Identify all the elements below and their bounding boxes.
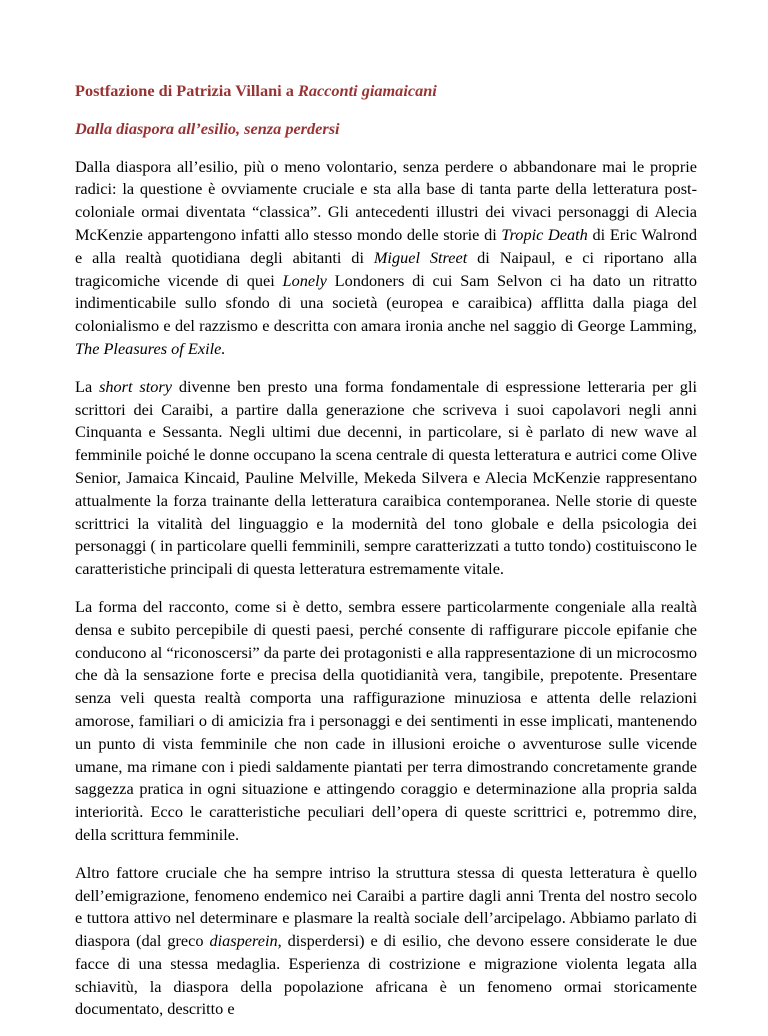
paragraph-text: , disperdersi) e di esilio, che devono essere considerate le due facce di una stessa medaglia. Esperienza di costrizione e migrazione violenta legata alla schiavitù, la diaspora della popolazione africana è un fenomeno ormai storicamente documentato, descritto e [75,931,697,1019]
paragraph-text: Dalla diaspora all’esilio, più o meno volontario, senza perdere o abbandonare mai le proprie radici: la questione è ovviamente cruciale e sta alla base di tanta parte della letteratura post-coloniale ormai diventata “classica”. Gli antecedenti illustri dei vivaci personaggi di Alecia McKenzie appartengono infatti allo stesso mondo delle storie di [75,156,697,244]
italic-text: Lonely [282,270,327,290]
italic-text: Tropic Death [501,224,588,244]
italic-text: diasperein [209,931,278,951]
paragraph-text: La forma del racconto, come si è detto, sembra essere particolarmente congeniale alla realtà densa e subito percepibile di questi paesi, perché consente di raffigurare piccole epifanie che conducono al “riconoscersi” da parte dei protagonisti e alla rappresentazione di un microcosmo che dà la sensazione forte e precisa della quotidianità vera, tangibile, prepotente. Presentare senza veli questa realtà comporta una raffigurazione minuziosa e attenta delle relazioni amorose, familiari o di amicizia fra i personaggi e dei sentimenti in esse implicati, mantenendo un punto di vista femminile che non cade in illusioni eroiche o avventurose sulle vicende umane, ma rimane con i piedi saldamente piantati per terra dimostrando concretamente grande saggezza pratica in ogni situazione e attingendo coraggio e determinazione alla propria salda interiorità. Ecco le caratteristiche peculiari dell’opera di queste scrittrici e, potremmo dire, della scrittura femminile. [75,596,697,844]
body-text [75,156,697,1022]
document-title [75,80,697,103]
paragraph-text: Londoners di cui Sam Selvon ci ha dato un ritratto indimenticabile sullo sfondo di una società (europea e caraibica) afflitta dalla piaga del colonialismo e del razzismo e descritta con amara ironia anche nel saggio di George Lamming, [75,270,697,336]
paragraph [75,156,697,361]
book-title: Racconti giamaicani [297,81,437,100]
paragraph-text: di Naipaul, e ci riportano alla tragicomiche vicende di quei [75,247,698,290]
italic-text: short story [99,376,172,396]
paragraph [75,376,697,581]
paragraph-text: divenne ben presto una forma fondamentale di espressione letteraria per gli scrittori dei Caraibi, a partire dalla generazione che scriveva i suoi capolavori negli anni Cinquanta e Sessanta. Negli ultimi due decenni, in particolare, si è parlato di new wave al femminile poiché le donne occupano la scena centrale di questa letteratura e autrici come Olive Senior, Jamaica Kincaid, Pauline Melville, Mekeda Silvera e Alecia McKenzie rappresentano attualmente la forza trainante della letteratura caraibica contemporanea. Nelle storie di queste scrittrici la vitalità del linguaggio e la modernità del tono globale e della psicologia dei personaggi ( in particolare quelli femminili, sempre caratterizzati a tutto tondo) costituiscono le caratteristiche principali di questa letteratura estremamente vitale. [75,376,697,579]
paragraph [75,596,697,847]
paragraph-text: di Eric Walrond e alla realtà quotidiana degli abitanti di [75,224,697,267]
paragraph-text: La [75,376,100,396]
document-page [75,80,697,1036]
paragraph-text: Altro fattore cruciale che ha sempre intriso la struttura stessa di questa letteratura è quello dell’emigrazione, fenomeno endemico nei Caraibi a partire dagli anni Trenta del nostro secolo e tuttora attivo nel determinare e plasmare la realtà sociale dell’arcipelago. Abbiamo parlato di diaspora (dal greco [75,862,697,951]
italic-text: Miguel Street [373,247,468,267]
title-prefix: Postfazione di Patrizia Villani a [75,81,298,100]
italic-text: The Pleasures of Exile. [75,338,226,358]
paragraph [75,862,697,1022]
section-heading: Dalla diaspora all’esilio, senza perdersi [75,118,340,138]
